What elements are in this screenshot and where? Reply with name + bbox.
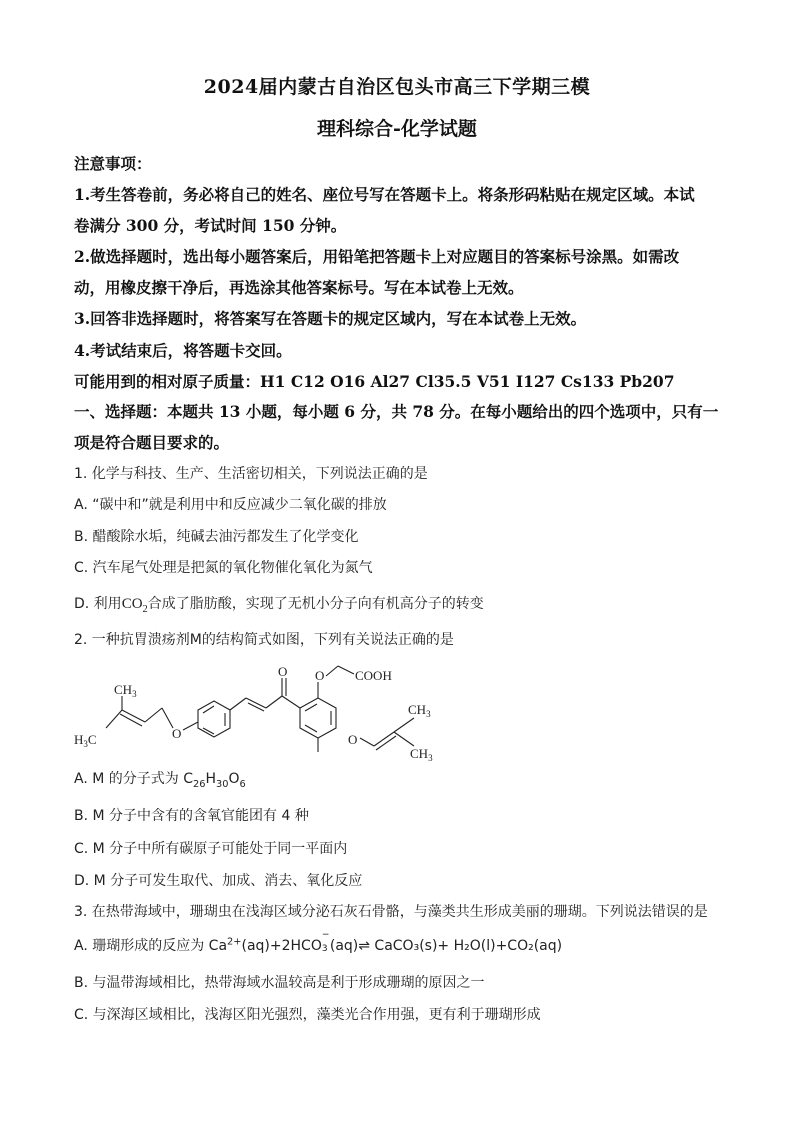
label-o-keto: O	[278, 664, 288, 679]
q2-a-o: O	[228, 771, 240, 787]
q1-stem: 1. 化学与科技、生产、生活密切相关，下列说法正确的是	[74, 466, 428, 482]
label-cooh: COOH	[355, 668, 392, 683]
q1-d-prefix: D. 利用	[74, 596, 122, 612]
q1-d-formula	[121, 596, 148, 615]
ring2-inner-a	[305, 704, 317, 711]
label-ch3-r1: $CH_3$	[408, 702, 431, 719]
ring2-inner-c	[305, 725, 317, 732]
q2-a-sub2: 30	[216, 778, 229, 790]
notice-line-1: 1.考生答卷前，务必将自己的姓名、座位号写在答题卡上。将条形码粘贴在规定区域。本试	[74, 185, 695, 204]
q3-option-c: C. 与深海区域相比，浅海区阳光强烈，藻类光合作用强，更有利于珊瑚形成	[74, 1007, 541, 1023]
q2-a-h: H	[205, 771, 216, 787]
label-o-ether: O	[315, 668, 325, 683]
q3-a-sub1: 3	[321, 944, 328, 954]
bond-ch2	[145, 708, 162, 722]
structure-diagram	[70, 662, 450, 762]
q3-stem: 3. 在热带海域中，珊瑚虫在浅海区域分泌石灰石骨骼，与藻类共生形成美丽的珊瑚。下列说法错误的是	[74, 904, 708, 920]
bond-o1-out	[183, 722, 198, 730]
ring1-inner-c	[203, 728, 214, 734]
bond-ch3-r1	[394, 718, 414, 732]
q3-a-ion-scripts	[321, 930, 330, 954]
q1-d-co: CO	[121, 596, 143, 612]
label-o3: O	[348, 732, 358, 747]
notice-line-2: 卷满分 300 分，考试时间 150 分钟。	[74, 216, 347, 235]
q1-d-suffix: 合成了脂肪酸，实现了无机小分子向有机高分子的转变	[147, 596, 484, 612]
q3-option-a	[74, 930, 563, 955]
q3-a-suffix: (aq)⇌ CaCO₃(s)+ H₂O(l)+CO₂(aq)	[329, 938, 563, 954]
q1-d-sub: 2	[142, 604, 148, 615]
atomic-masses: 可能用到的相对原子质量：H1 C12 O16 Al27 Cl35.5 V51 I127 Cs133 Pb207	[74, 372, 675, 391]
label-ch3-top: $CH_3$	[114, 682, 137, 699]
bond-vinyl-2b	[248, 703, 264, 711]
bond-o3-chain	[360, 738, 374, 746]
q1-option-d	[74, 593, 484, 615]
q3-option-b: B. 与温带海域相比，热带海域水温较高是利于形成珊瑚的原因之一	[74, 975, 485, 991]
ring1-inner-a	[203, 706, 214, 713]
q1-option-b: B. 醋酸除水垢，纯碱去油污都发生了化学变化	[74, 529, 359, 545]
exam-title: 2024届内蒙古自治区包头市高三下学期三模	[203, 76, 591, 98]
label-h3c: $H_3C$	[74, 732, 97, 749]
q2-a-prefix: A. M 的分子式为 C	[74, 771, 193, 787]
q3-a-prefix: A. 珊瑚形成的反应为 Ca	[74, 938, 228, 954]
q2-a-sub1: 26	[193, 778, 206, 790]
q1-option-c: C. 汽车尾气处理是把氮的氧化物催化氧化为氮气	[74, 560, 373, 576]
notice-line-4: 动，用橡皮擦干净后，再选涂其他答案标号。写在本试卷上无效。	[74, 278, 524, 297]
bond-ch3-r2	[394, 732, 414, 746]
bond-o1-in	[162, 708, 173, 728]
q3-a-sup2: −	[321, 930, 330, 940]
q1-option-a: A. “碳中和”就是利用中和反应减少二氧化碳的排放	[74, 497, 387, 513]
q3-a-mid: (aq)+2HCO	[241, 938, 322, 954]
section-heading-line-2: 项是符合题目要求的。	[74, 433, 230, 452]
q2-a-sub3: 6	[239, 778, 246, 790]
exam-subtitle: 理科综合-化学试题	[317, 118, 477, 140]
bond-double-1b	[120, 714, 142, 726]
q2-option-b: B. M 分子中含有的含氧官能团有 4 种	[74, 808, 309, 824]
label-o1: O	[172, 726, 182, 741]
bond-ch2-cooh	[338, 666, 354, 674]
bond-ch3-left	[106, 710, 122, 728]
notice-line-3: 2.做选择题时，选出每小题答案后，用铅笔把答题卡上对应题目的答案标号涂黑。如需改	[74, 247, 680, 266]
bond-to-carbonyl	[266, 696, 282, 708]
bond-o2-out	[326, 666, 338, 676]
bond-vinyl-1	[230, 698, 246, 710]
notice-heading: 注意事项：	[74, 154, 152, 173]
q2-option-a	[74, 768, 246, 790]
notice-line-6: 4.考试结束后，将答题卡交回。	[74, 341, 292, 360]
q2-option-c: C. M 分子中所有碳原子可能处于同一平面内	[74, 841, 348, 857]
label-ch3-r2: $CH_3$	[410, 746, 433, 762]
q2-stem: 2. 一种抗胃溃疡剂M的结构简式如图，下列有关说法正确的是	[74, 632, 454, 648]
bond-double-1a	[122, 710, 145, 722]
notice-line-5: 3.回答非选择题时，将答案写在答题卡的规定区域内，写在本试卷上无效。	[74, 309, 587, 328]
q2-option-d: D. M 分子可发生取代、加成、消去、氧化反应	[74, 873, 363, 889]
bond-to-ring2	[282, 696, 300, 708]
q3-a-sup1: 2+	[227, 936, 242, 948]
section-heading-line-1: 一、选择题：本题共 13 小题，每小题 6 分，共 78 分。在每小题给出的四个选项中，只有一	[74, 402, 719, 421]
